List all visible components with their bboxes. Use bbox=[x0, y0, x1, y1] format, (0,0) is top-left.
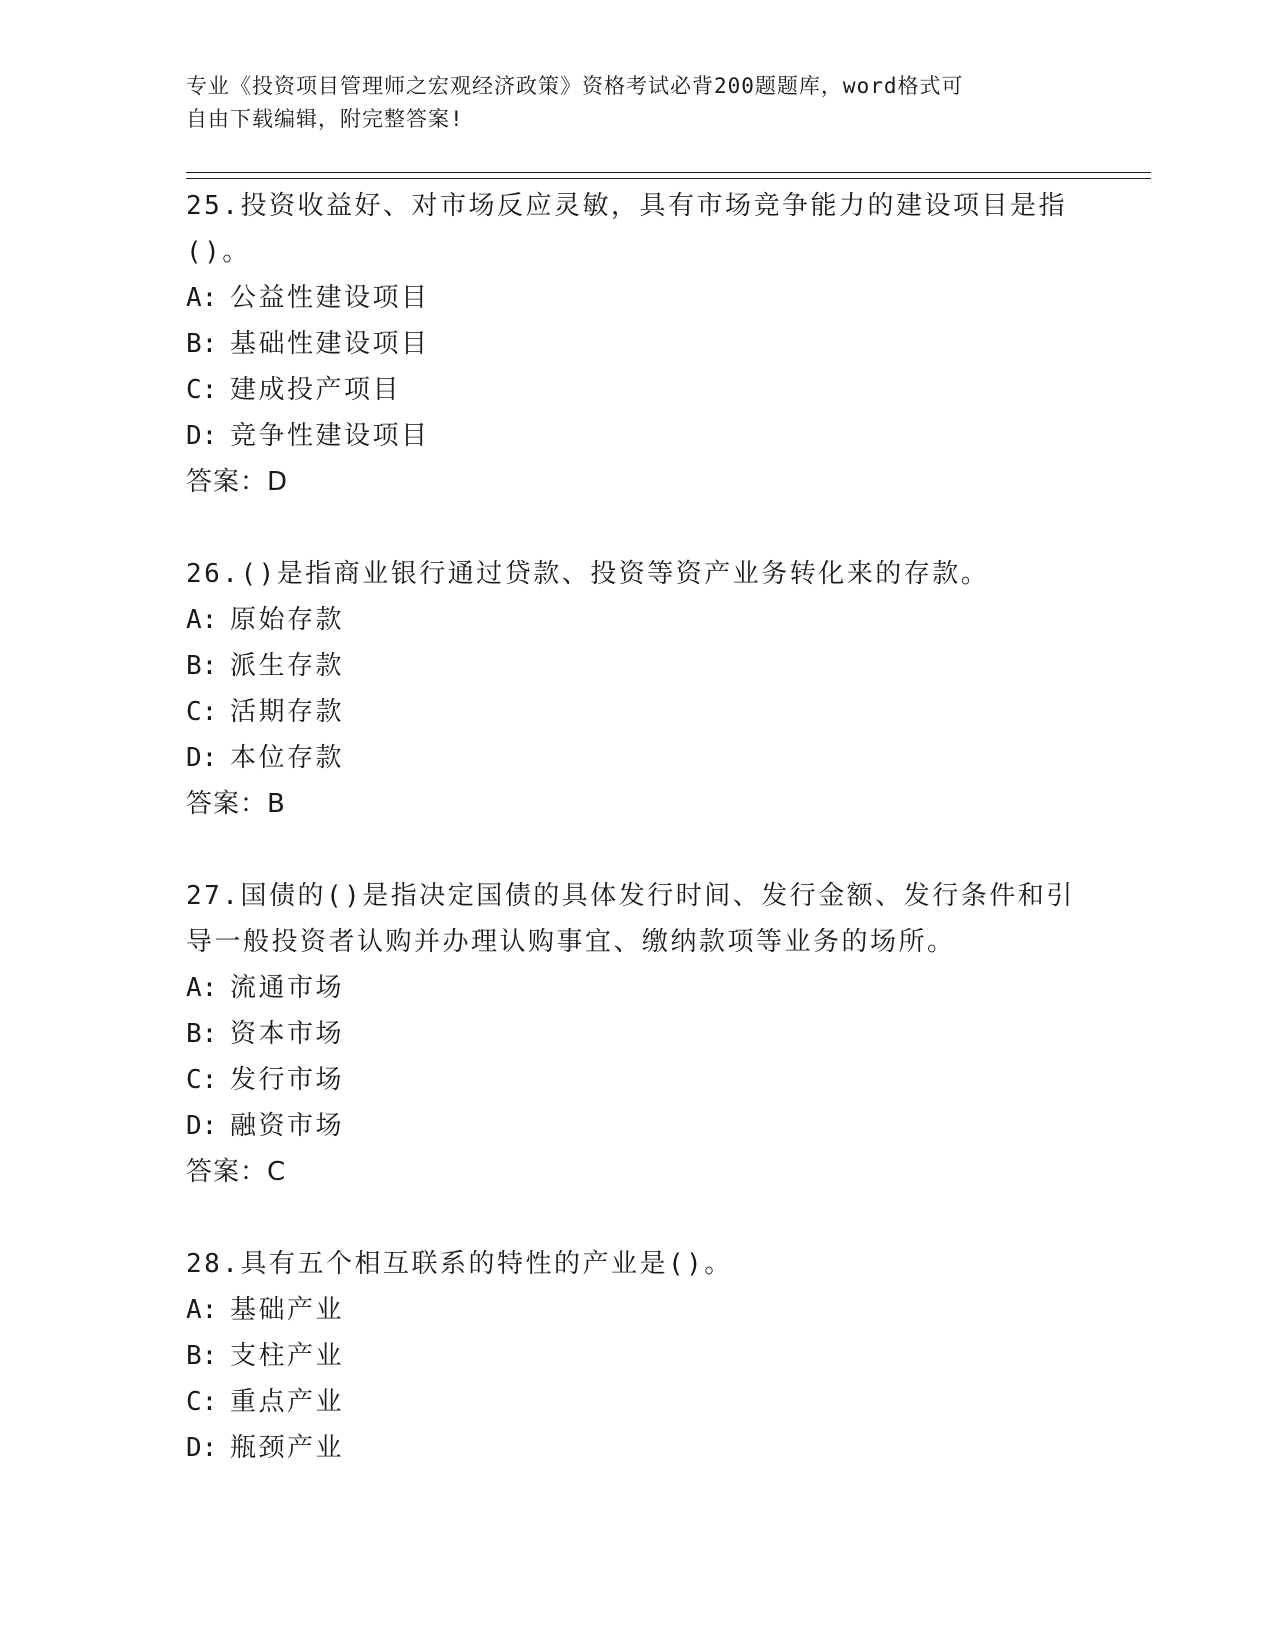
option-b bbox=[186, 1011, 1151, 1057]
answer-line: 答案：D bbox=[186, 467, 289, 497]
option-letter: C: bbox=[186, 375, 218, 405]
document-page bbox=[186, 70, 1151, 1471]
option-b bbox=[186, 1333, 1151, 1379]
option-d bbox=[186, 413, 1151, 459]
option-text: 原始存款 bbox=[230, 605, 345, 635]
option-letter: A: bbox=[186, 283, 218, 313]
option-letter: B: bbox=[186, 651, 218, 681]
option-letter: D: bbox=[186, 743, 218, 773]
option-text: 发行市场 bbox=[230, 1065, 345, 1095]
option-text: 基础产业 bbox=[230, 1295, 345, 1325]
option-text: 建成投产项目 bbox=[230, 375, 402, 405]
option-text: 本位存款 bbox=[230, 743, 345, 773]
option-text: 流通市场 bbox=[230, 973, 345, 1003]
question-28 bbox=[186, 1241, 1151, 1471]
option-c bbox=[186, 367, 1151, 413]
option-a bbox=[186, 1287, 1151, 1333]
option-b bbox=[186, 643, 1151, 689]
option-letter: A: bbox=[186, 605, 218, 635]
option-letter: C: bbox=[186, 697, 218, 727]
question-spacer bbox=[186, 827, 1151, 873]
option-a bbox=[186, 597, 1151, 643]
option-text: 支柱产业 bbox=[230, 1341, 345, 1371]
option-text: 基础性建设项目 bbox=[230, 329, 430, 359]
option-letter: D: bbox=[186, 421, 218, 451]
option-letter: C: bbox=[186, 1387, 218, 1417]
option-a bbox=[186, 275, 1151, 321]
option-d bbox=[186, 1103, 1151, 1149]
option-text: 活期存款 bbox=[230, 697, 345, 727]
option-b bbox=[186, 321, 1151, 367]
answer-line: 答案：C bbox=[186, 1157, 287, 1187]
option-text: 融资市场 bbox=[230, 1111, 345, 1141]
option-text: 公益性建设项目 bbox=[230, 283, 430, 313]
header-double-rule bbox=[186, 172, 1151, 179]
option-text: 竞争性建设项目 bbox=[230, 421, 430, 451]
question-spacer bbox=[186, 1195, 1151, 1241]
option-letter: D: bbox=[186, 1111, 218, 1141]
question-stem: 27.国债的()是指决定国债的具体发行时间、发行金额、发行条件和引 bbox=[186, 881, 1075, 911]
option-letter: C: bbox=[186, 1065, 218, 1095]
option-text: 资本市场 bbox=[230, 1019, 345, 1049]
question-27 bbox=[186, 873, 1151, 1195]
question-26 bbox=[186, 551, 1151, 827]
option-letter: D: bbox=[186, 1433, 218, 1463]
option-letter: B: bbox=[186, 1019, 218, 1049]
option-text: 重点产业 bbox=[230, 1387, 345, 1417]
document-header-line-1: 专业《投资项目管理师之宏观经济政策》资格考试必背200题题库，word格式可 bbox=[186, 74, 964, 98]
option-letter: B: bbox=[186, 1341, 218, 1371]
option-text: 瓶颈产业 bbox=[230, 1433, 345, 1463]
question-25 bbox=[186, 183, 1151, 505]
question-spacer bbox=[186, 505, 1151, 551]
option-text: 派生存款 bbox=[230, 651, 345, 681]
option-c bbox=[186, 689, 1151, 735]
question-stem: 26.()是指商业银行通过贷款、投资等资产业务转化来的存款。 bbox=[186, 559, 990, 589]
question-stem-continued: ()。 bbox=[186, 237, 251, 267]
option-a bbox=[186, 965, 1151, 1011]
option-d bbox=[186, 735, 1151, 781]
option-letter: A: bbox=[186, 973, 218, 1003]
question-stem-continued: 导一般投资者认购并办理认购事宜、缴纳款项等业务的场所。 bbox=[186, 927, 956, 957]
question-stem: 25.投资收益好、对市场反应灵敏，具有市场竞争能力的建设项目是指 bbox=[186, 191, 1067, 221]
option-d bbox=[186, 1425, 1151, 1471]
option-c bbox=[186, 1057, 1151, 1103]
document-header-line-2: 自由下载编辑，附完整答案! bbox=[186, 107, 464, 131]
option-letter: B: bbox=[186, 329, 218, 359]
answer-line: 答案：B bbox=[186, 789, 286, 819]
option-c bbox=[186, 1379, 1151, 1425]
question-stem: 28.具有五个相互联系的特性的产业是()。 bbox=[186, 1249, 733, 1279]
option-letter: A: bbox=[186, 1295, 218, 1325]
